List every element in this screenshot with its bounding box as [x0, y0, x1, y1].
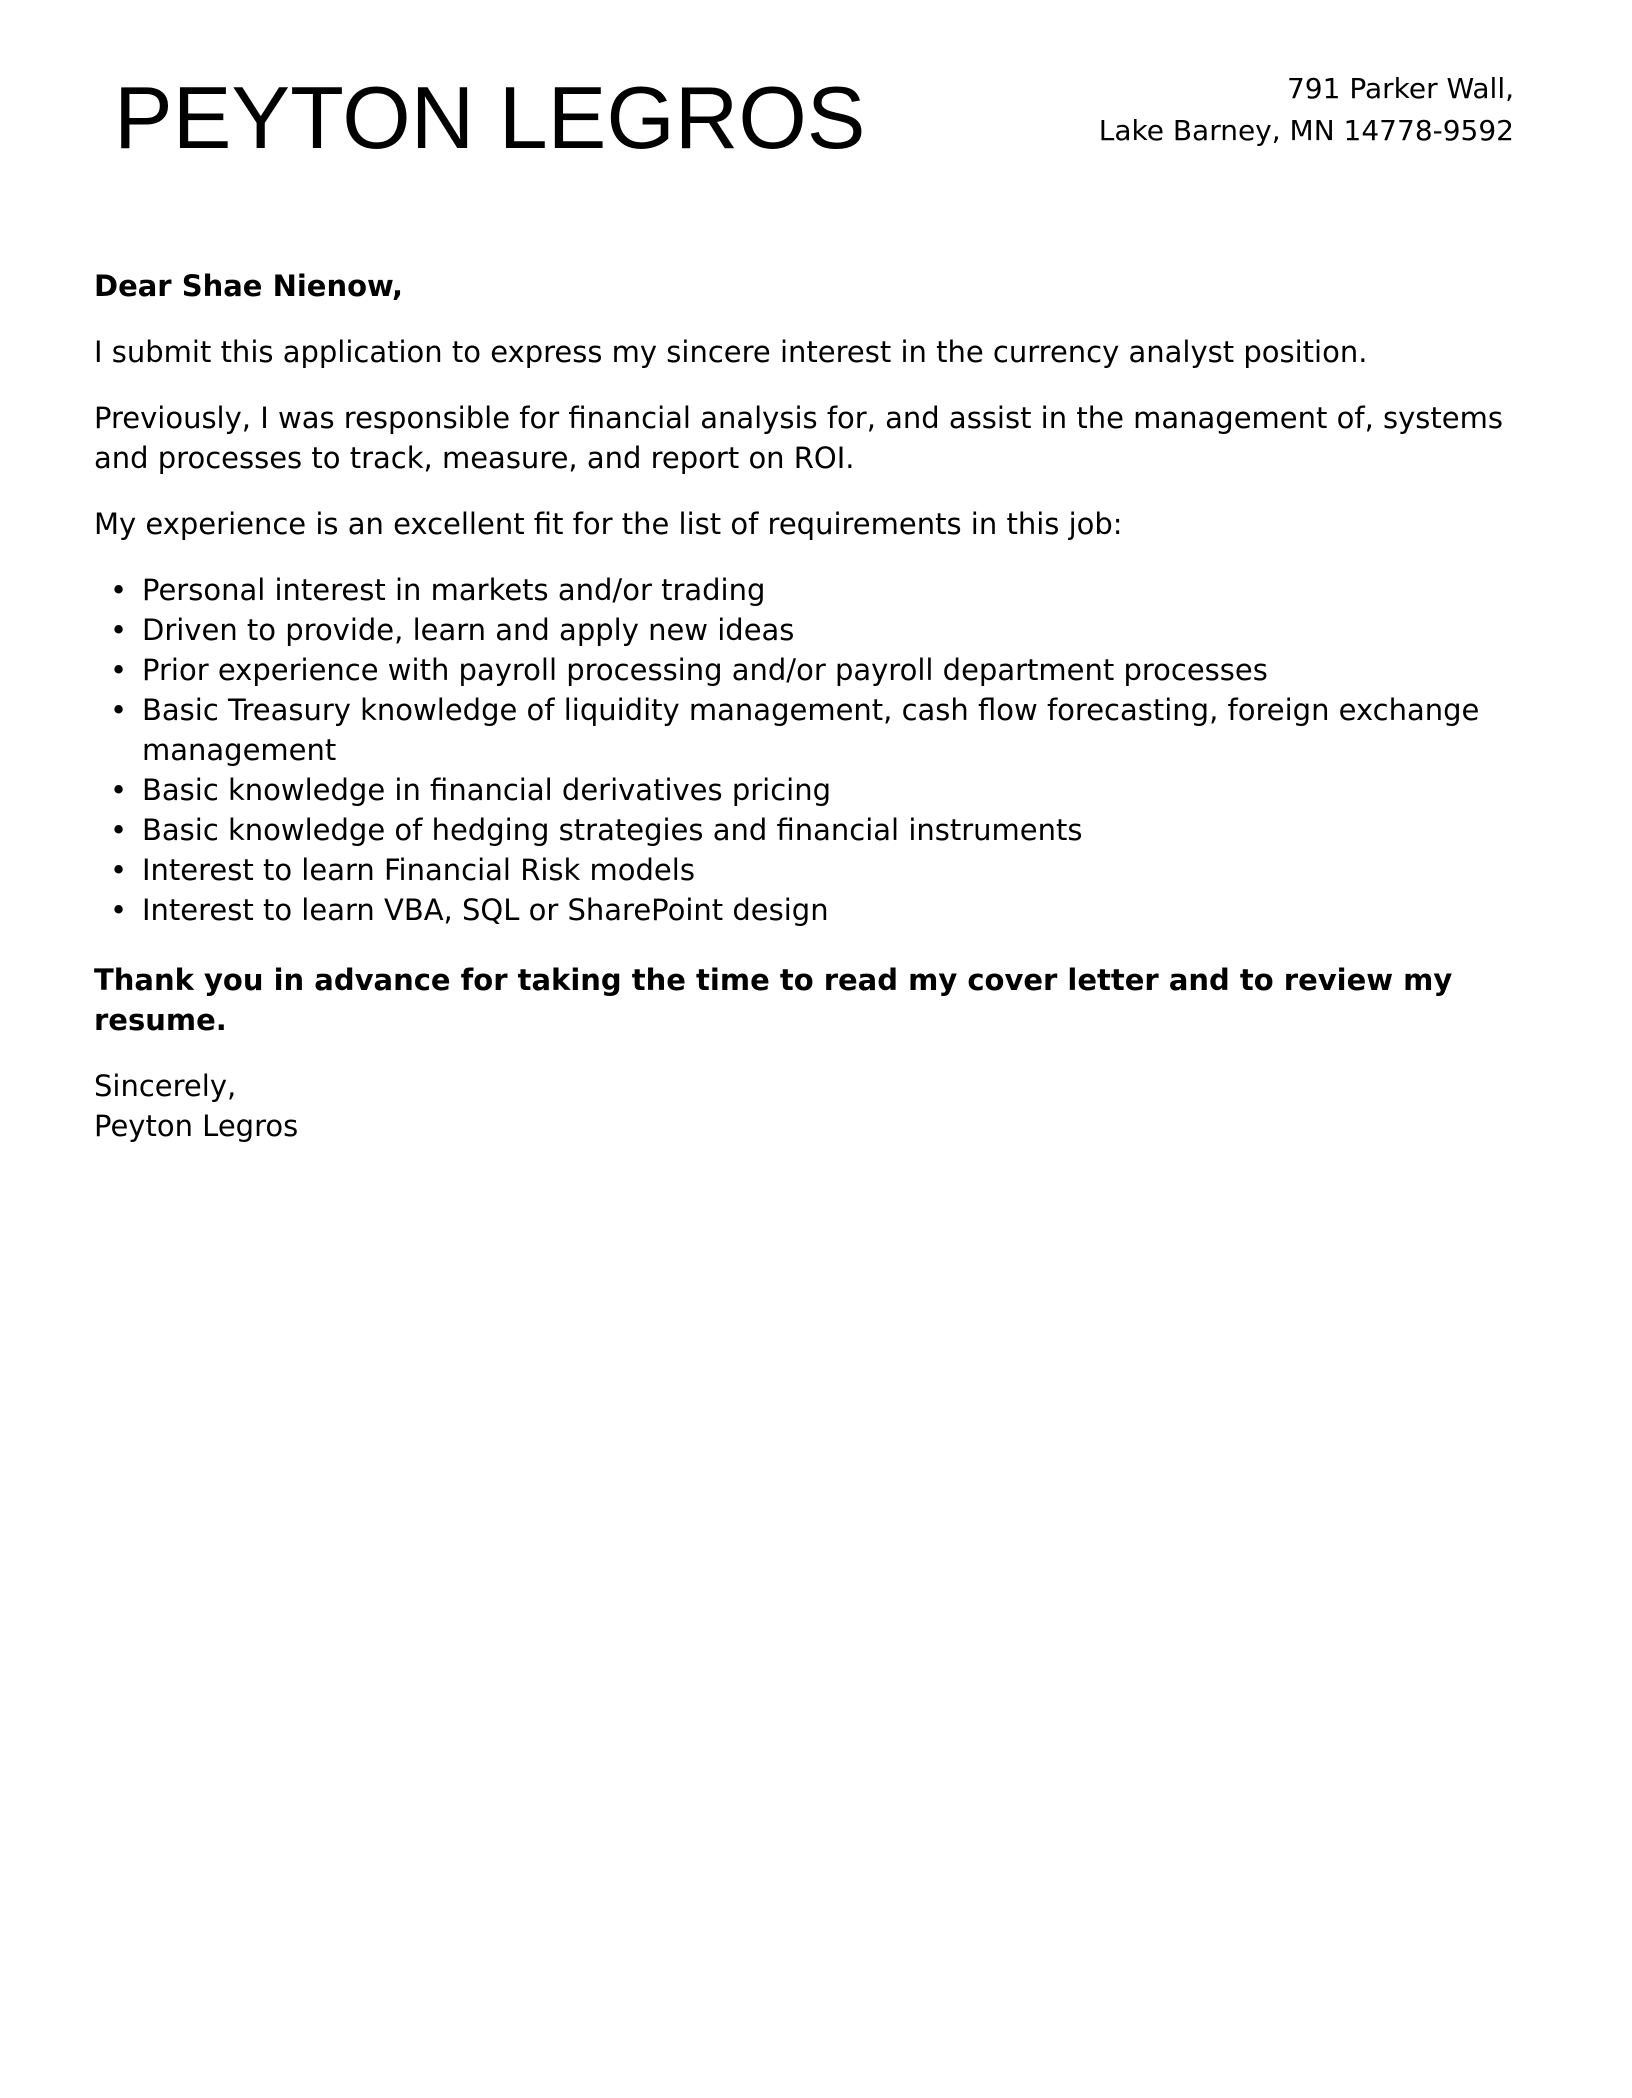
list-item — [110, 810, 1534, 850]
closing-statement: Thank you in advance for taking the time to read my cover letter and to review my resume. — [94, 963, 1453, 1037]
bullet-icon: • — [110, 693, 128, 727]
bullet-icon: • — [110, 813, 128, 847]
address-line-1: 791 Parker Wall, — [1286, 72, 1514, 105]
signoff: Sincerely, — [94, 1069, 237, 1103]
requirements-list — [94, 570, 1534, 930]
salutation: Dear Shae Nienow, — [94, 269, 403, 303]
applicant-address — [1099, 68, 1514, 152]
applicant-name: PEYTON LEGROS — [114, 68, 866, 167]
list-item-text: Prior experience with payroll processing and/or payroll department processes — [142, 653, 1268, 687]
bullet-icon: • — [110, 893, 128, 927]
list-item — [110, 890, 1534, 930]
requirements-intro: My experience is an excellent fit for the list of requirements in this job: — [94, 507, 1123, 541]
list-item — [110, 610, 1534, 650]
list-item-text: Basic knowledge in financial derivatives pricing — [142, 773, 832, 807]
intro-paragraph: I submit this application to express my sincere interest in the currency analyst position. — [94, 335, 1368, 369]
list-item-text: Interest to learn Financial Risk models — [142, 853, 695, 887]
address-line-2: Lake Barney, MN 14778-9592 — [1098, 114, 1514, 147]
bullet-icon: • — [110, 653, 128, 687]
letter-body — [94, 266, 1534, 1146]
bullet-icon: • — [110, 613, 128, 647]
list-item — [110, 690, 1534, 770]
list-item-text: Basic knowledge of hedging strategies and financial instruments — [142, 813, 1083, 847]
bullet-icon: • — [110, 853, 128, 887]
bullet-icon: • — [110, 773, 128, 807]
experience-paragraph: Previously, I was responsible for financial analysis for, and assist in the management of, systems and processes to track, measure, and report on ROI. — [94, 401, 1503, 475]
signature-name: Peyton Legros — [94, 1109, 299, 1143]
list-item — [110, 650, 1534, 690]
list-item — [110, 770, 1534, 810]
list-item — [110, 850, 1534, 890]
bullet-icon: • — [110, 573, 128, 607]
list-item — [110, 570, 1534, 610]
list-item-text: Personal interest in markets and/or trading — [142, 573, 766, 607]
list-item-text: Basic Treasury knowledge of liquidity management, cash flow forecasting, foreign exchange management — [142, 693, 1480, 767]
list-item-text: Driven to provide, learn and apply new ideas — [142, 613, 795, 647]
list-item-text: Interest to learn VBA, SQL or SharePoint design — [142, 893, 829, 927]
